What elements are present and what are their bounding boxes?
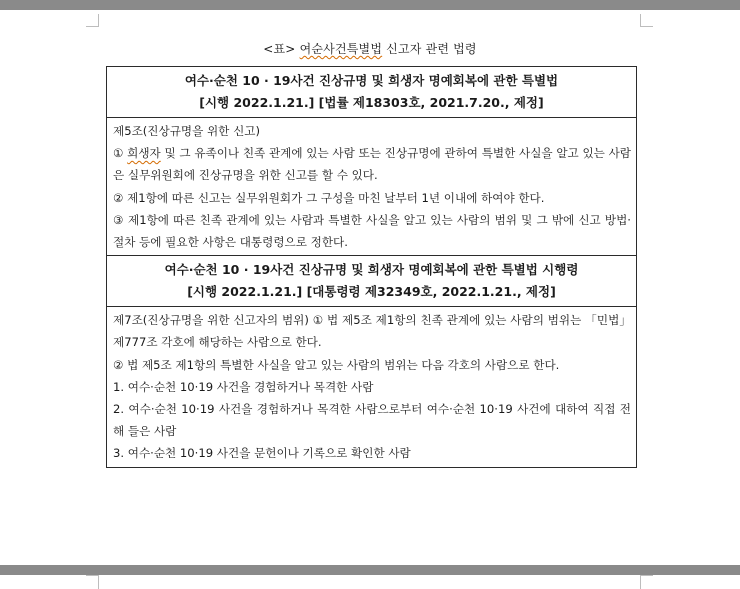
law-paragraph-1-underlined: 희생자	[127, 146, 161, 161]
crop-mark-bottom-left	[86, 575, 99, 589]
caption-prefix: <표>	[263, 42, 300, 56]
crop-mark-top-right	[640, 14, 653, 27]
page-separator-top	[0, 0, 740, 10]
law-paragraph-1	[113, 142, 631, 186]
law-title: 여수·순천 10 · 19사건 진상규명 및 희생자 명예회복에 관한 특별법	[184, 73, 559, 88]
decree-paragraph-1: 제7조(진상규명을 위한 신고자의 범위) ① 법 제5조 제1항의 친족 관계에 있는 사람의 범위는 「민법」 제777조 각호에 해당하는 사람으로 한다.	[113, 313, 631, 350]
decree-title: 여수·순천 10 · 19사건 진상규명 및 희생자 명예회복에 관한 특별법 시행령	[164, 262, 579, 278]
decree-body-cell	[107, 307, 637, 467]
decree-item-1: 1. 여수·순천 10·19 사건을 경험하거나 목격한 사람	[113, 379, 374, 394]
crop-mark-top-left	[86, 14, 99, 27]
crop-mark-bottom-right	[640, 575, 653, 589]
law-header-cell	[107, 67, 637, 118]
law-paragraph-1-text: 및 그 유족이나 친족 관계에 있는 사람 또는 진상규명에 관하여 특별한 사실을 알고 있는 사람은 실무위원회에 진상규명을 위한 신고를 할 수 있다.	[113, 146, 631, 183]
decree-enactment-info: [시행 2022.1.21.] [대통령령 제32349호, 2022.1.21., 제정]	[187, 284, 556, 300]
page-separator-bottom	[0, 565, 740, 575]
decree-item-3: 3. 여수·순천 10·19 사건을 문헌이나 기록으로 확인한 사람	[113, 446, 411, 461]
law-enactment-info: [시행 2022.1.21.] [법률 제18303호, 2021.7.20., 제정]	[199, 95, 544, 110]
law-table	[106, 66, 637, 468]
law-paragraph-3: ③ 제1항에 따른 친족 관계에 있는 사람과 특별한 사실을 알고 있는 사람의 범위 및 그 밖에 신고 방법·절차 등에 필요한 사항은 대통령령으로 정한다.	[113, 212, 631, 250]
caption-suffix: 신고자 관련 법령	[382, 42, 477, 56]
law-article-title: 제5조(진상규명을 위한 신고)	[113, 124, 260, 138]
table-caption	[0, 40, 740, 57]
law-paragraph-1-mark: ①	[113, 146, 128, 161]
decree-item-2: 2. 여수·순천 10·19 사건을 경험하거나 목격한 사람으로부터 여수·순천 10·19 사건에 대하여 직접 전해 들은 사람	[113, 402, 631, 439]
decree-header-cell	[107, 256, 637, 307]
decree-paragraph-2: ② 법 제5조 제1항의 특별한 사실을 알고 있는 사람의 범위는 다음 각호의 사람으로 한다.	[113, 357, 560, 372]
law-body-cell	[107, 118, 637, 256]
law-paragraph-2: ② 제1항에 따른 신고는 실무위원회가 그 구성을 마친 날부터 1년 이내에 하여야 한다.	[113, 190, 545, 205]
caption-underlined-term: 여순사건특별법	[299, 42, 383, 56]
